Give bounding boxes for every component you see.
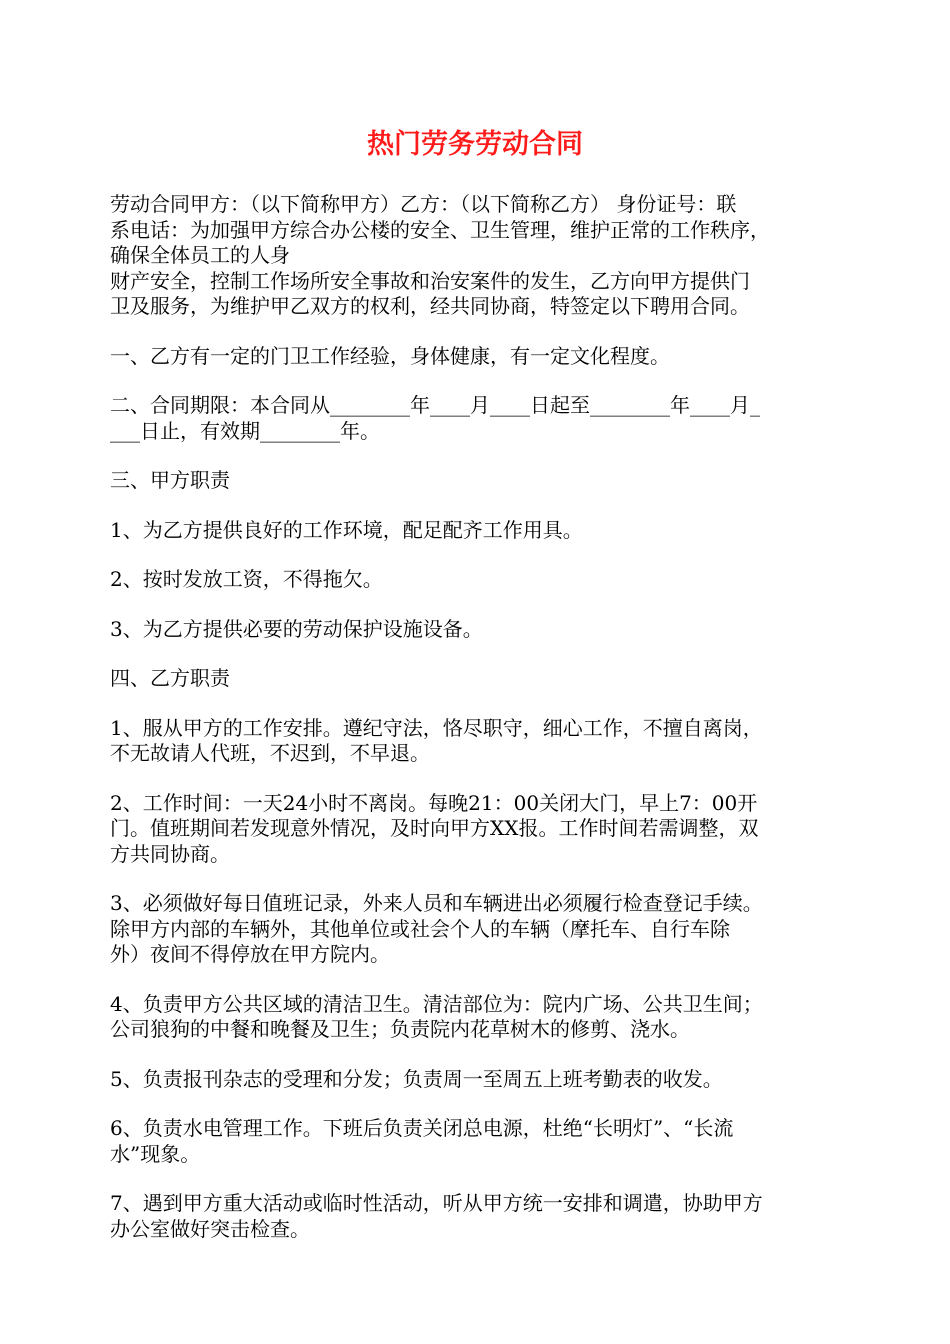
- paragraph-line: 1、为乙方提供良好的工作环境，配足配齐工作用具。: [110, 517, 583, 542]
- paragraph-line: 卫及服务，为维护甲乙双方的权利，经共同协商，特签定以下聘用合同。: [110, 294, 750, 318]
- paragraph-line: 5、负责报刊杂志的受理和分发；负责周一至周五上班考勤表的收发。: [110, 1066, 723, 1091]
- paragraph: [110, 1191, 845, 1242]
- paragraph-line: 三、甲方职责: [110, 468, 230, 492]
- paragraph: [110, 891, 845, 968]
- document-body: [110, 192, 845, 1266]
- paragraph-line: 4、负责甲方公共区域的清洁卫生。清洁部位为：院内广场、公共卫生间；: [110, 991, 763, 1016]
- paragraph-line: ___日止，有效期________年。: [110, 418, 380, 443]
- paragraph: [110, 192, 845, 320]
- paragraph: [110, 468, 845, 494]
- paragraph-line: 二、合同期限：本合同从________年____月____日起至________年____月_: [110, 393, 760, 417]
- document-title: 热门劳务劳动合同: [367, 129, 583, 160]
- paragraph: [110, 567, 845, 593]
- paragraph-line: 除甲方内部的车辆外，其他单位或社会个人的车辆（摩托车、自行车除: [110, 916, 730, 941]
- paragraph: [110, 344, 845, 370]
- paragraph: [110, 992, 845, 1043]
- paragraph-line: 2、工作时间：一天24小时不离岗。每晚21：00关闭大门，早上7：00开: [110, 790, 758, 815]
- paragraph-line: 一、乙方有一定的门卫工作经验，身体健康，有一定文化程度。: [110, 343, 670, 368]
- paragraph-line: 2、按时发放工资，不得拖欠。: [110, 567, 383, 591]
- paragraph-line: 确保全体员工的人身: [110, 243, 290, 267]
- paragraph-line: 公司狼狗的中餐和晚餐及卫生；负责院内花草树木的修剪、浇水。: [110, 1017, 690, 1041]
- paragraph: [110, 716, 845, 767]
- paragraph: [110, 1116, 845, 1167]
- paragraph-line: 方共同协商。: [110, 841, 230, 866]
- paragraph-line: 系电话：为加强甲方综合办公楼的安全、卫生管理，维护正常的工作秩序，: [110, 217, 770, 242]
- paragraph-line: 办公室做好突击检查。: [110, 1216, 310, 1241]
- paragraph: [110, 518, 845, 544]
- paragraph-line: 水”现象。: [110, 1141, 201, 1166]
- paragraph: [110, 666, 845, 692]
- paragraph-line: 门。值班期间若发现意外情况，及时向甲方XX报。工作时间若需调整，双: [110, 816, 759, 840]
- paragraph-line: 7、遇到甲方重大活动或临时性活动，听从甲方统一安排和调遣，协助甲方: [110, 1191, 763, 1215]
- paragraph-line: 不无故请人代班，不迟到，不早退。: [110, 741, 430, 765]
- paragraph-line: 财产安全，控制工作场所安全事故和治安案件的发生，乙方向甲方提供门: [110, 268, 750, 293]
- paragraph-line: 3、为乙方提供必要的劳动保护设施设备。: [110, 616, 483, 641]
- paragraph-line: 1、服从甲方的工作安排。遵纪守法，恪尽职守，细心工作，不擅自离岗，: [110, 715, 763, 740]
- paragraph-line: 四、乙方职责: [110, 666, 230, 690]
- paragraph: [110, 617, 845, 643]
- paragraph: [110, 1067, 845, 1093]
- paragraph: [110, 393, 845, 444]
- paragraph-line: 劳动合同甲方：（以下简称甲方）乙方：（以下简称乙方） 身份证号：联: [110, 192, 737, 216]
- paragraph: [110, 791, 845, 868]
- paragraph-line: 3、必须做好每日值班记录，外来人员和车辆进出必须履行检查登记手续。: [110, 891, 763, 915]
- paragraph-line: 6、负责水电管理工作。下班后负责关闭总电源，杜绝“长明灯”、“长流: [110, 1116, 734, 1140]
- paragraph-line: 外）夜间不得停放在甲方院内。: [110, 942, 390, 966]
